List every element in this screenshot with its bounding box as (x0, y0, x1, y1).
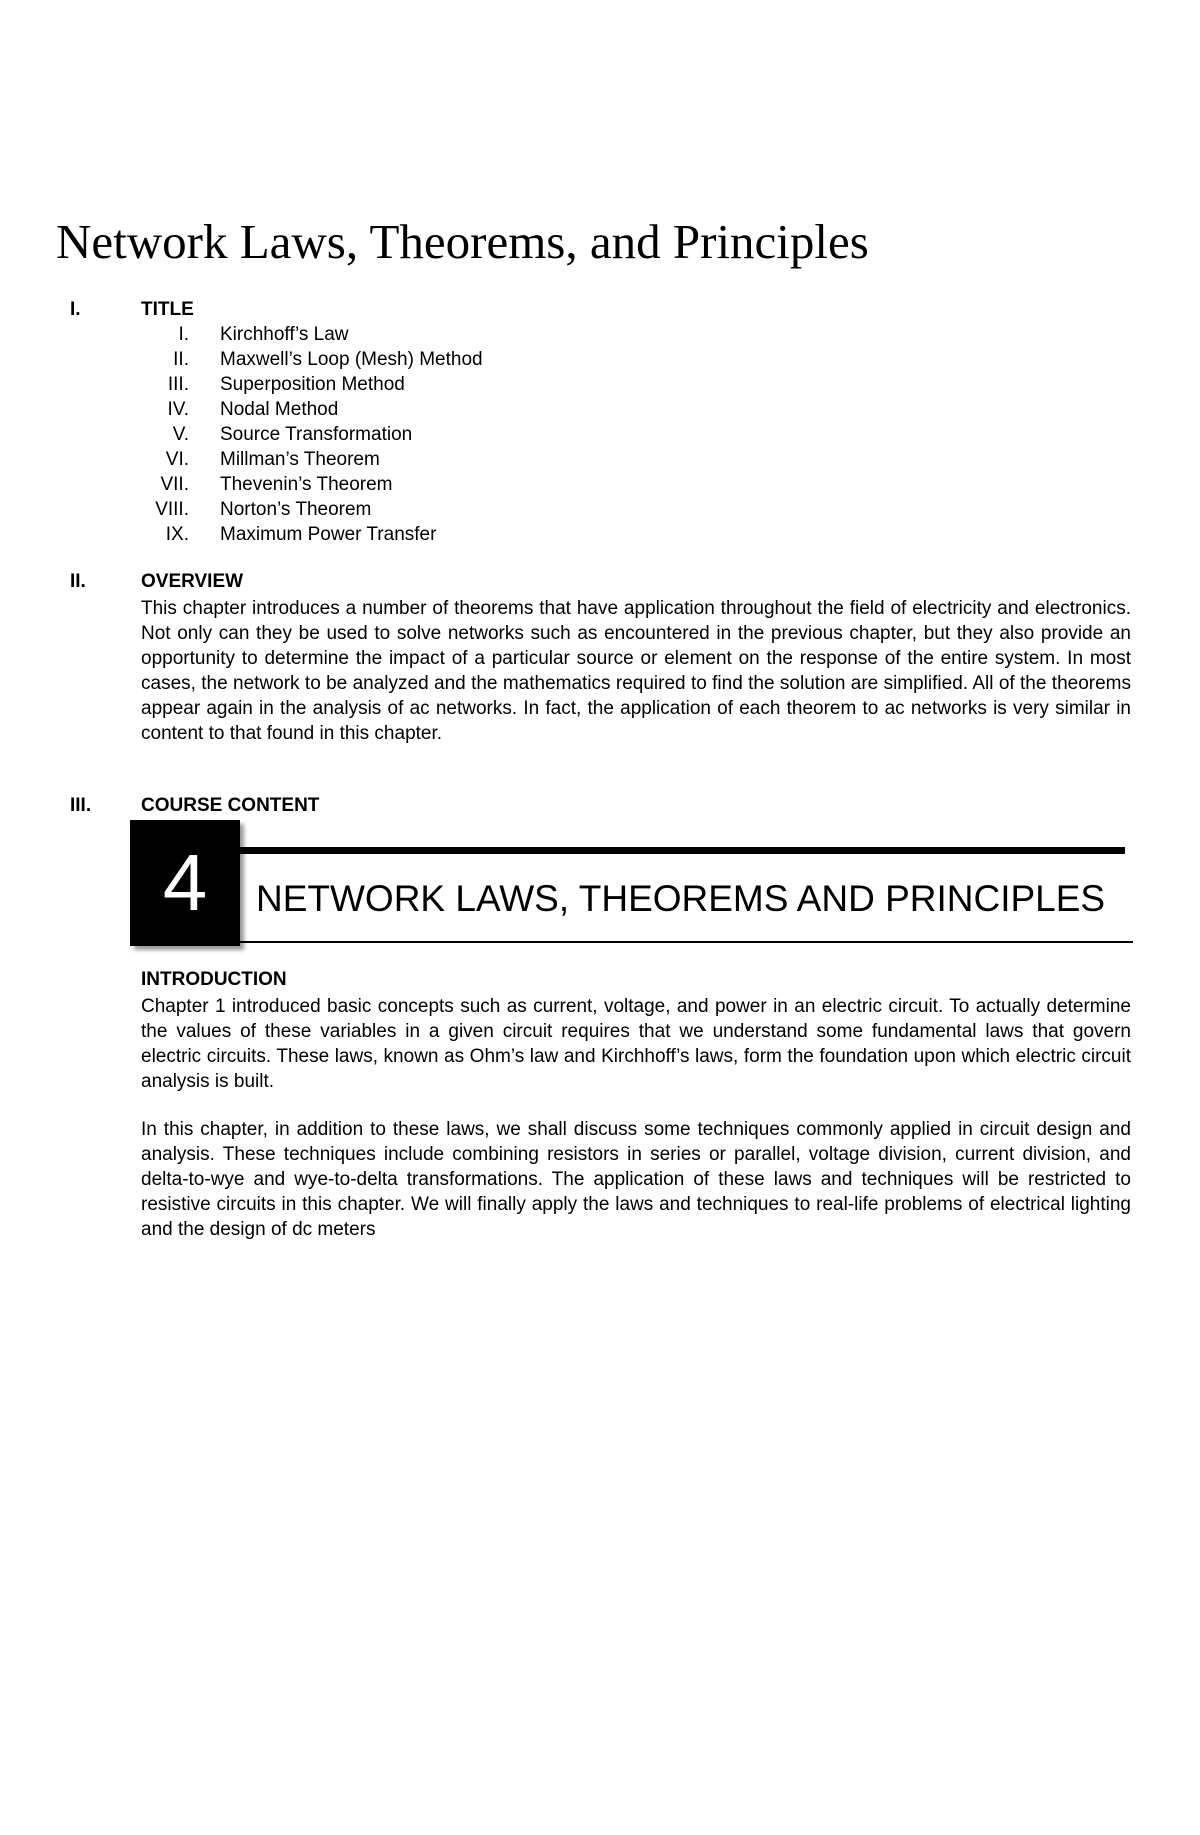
introduction-paragraph-2: In this chapter, in addition to these laws, we shall discuss some techniques commonly applied in circuit design and analysis. These techniques include combining resistors in series or parallel, voltage division, current division, and delta-to-wye and wye-to-delta transformations. The application of these laws and techniques will be restricted to resistive circuits in this chapter. We will finally apply the laws and techniques to real-life problems of electrical lighting and the design of dc meters (141, 1119, 1131, 1240)
section-heading-title: TITLE (141, 299, 194, 320)
topic-label: Millman’s Theorem (220, 449, 380, 470)
topic-item (141, 397, 641, 422)
section-heading-overview: OVERVIEW (141, 571, 244, 592)
topic-label: Superposition Method (220, 374, 405, 395)
topic-label: Norton’s Theorem (220, 499, 372, 520)
document-title: Network Laws, Theorems, and Principles (56, 214, 869, 269)
topic-number: II. (173, 349, 189, 370)
topic-label: Maximum Power Transfer (220, 524, 437, 545)
chapter-number-box: 4 (130, 820, 240, 946)
topic-number: IV. (167, 399, 189, 420)
section-number-course-content: III. (70, 795, 92, 816)
topic-number: III. (167, 374, 189, 395)
introduction-heading: INTRODUCTION (141, 969, 287, 990)
topic-label: Nodal Method (220, 399, 339, 420)
topic-label: Thevenin’s Theorem (220, 474, 393, 495)
introduction-paragraph-1: Chapter 1 introduced basic concepts such as current, voltage, and power in an electric circuit. To actually determine the values of these variables in a given circuit requires that we understand some fundamental laws that govern electric circuits. These laws, known as Ohm’s law and Kirchhoff’s laws, form the foundation upon which electric circuit analysis is built. (141, 996, 1131, 1092)
overview-paragraph: This chapter introduces a number of theorems that have application throughout the field of electricity and electronics. Not only can they be used to solve networks such as encountered in the previous chapter, but they also provide an opportunity to determine the impact of a particular source or element on the response of the entire system. In most cases, the network to be analyzed and the mathematics required to find the solution are simplified. All of the theorems appear again in the analysis of ac networks. In fact, the application of each theorem to ac networks is very similar in content to that found in this chapter. (141, 598, 1131, 744)
chapter-title: NETWORK LAWS, THEOREMS AND PRINCIPLES (256, 878, 1106, 919)
topic-number: V. (172, 424, 189, 445)
topic-label: Kirchhoff’s Law (220, 324, 349, 345)
topic-label: Maxwell’s Loop (Mesh) Method (220, 349, 483, 370)
topic-number: VIII. (155, 499, 189, 520)
topic-item (141, 447, 641, 472)
section-number-title: I. (70, 299, 81, 320)
chapter-rule-top (240, 847, 1125, 854)
topic-item (141, 522, 641, 547)
section-heading-course-content: COURSE CONTENT (141, 795, 320, 816)
topic-item (141, 497, 641, 522)
chapter-rule-bottom (240, 941, 1133, 943)
topic-item (141, 372, 641, 397)
topic-label: Source Transformation (220, 424, 413, 445)
section-number-overview: II. (70, 571, 86, 592)
topic-number: VII. (160, 474, 189, 495)
topic-list (141, 322, 641, 547)
topic-item (141, 322, 641, 347)
topic-number: IX. (165, 524, 189, 545)
topic-number: I. (178, 324, 189, 345)
topic-item (141, 472, 641, 497)
topic-item (141, 422, 641, 447)
topic-item (141, 347, 641, 372)
topic-number: VI. (165, 449, 189, 470)
